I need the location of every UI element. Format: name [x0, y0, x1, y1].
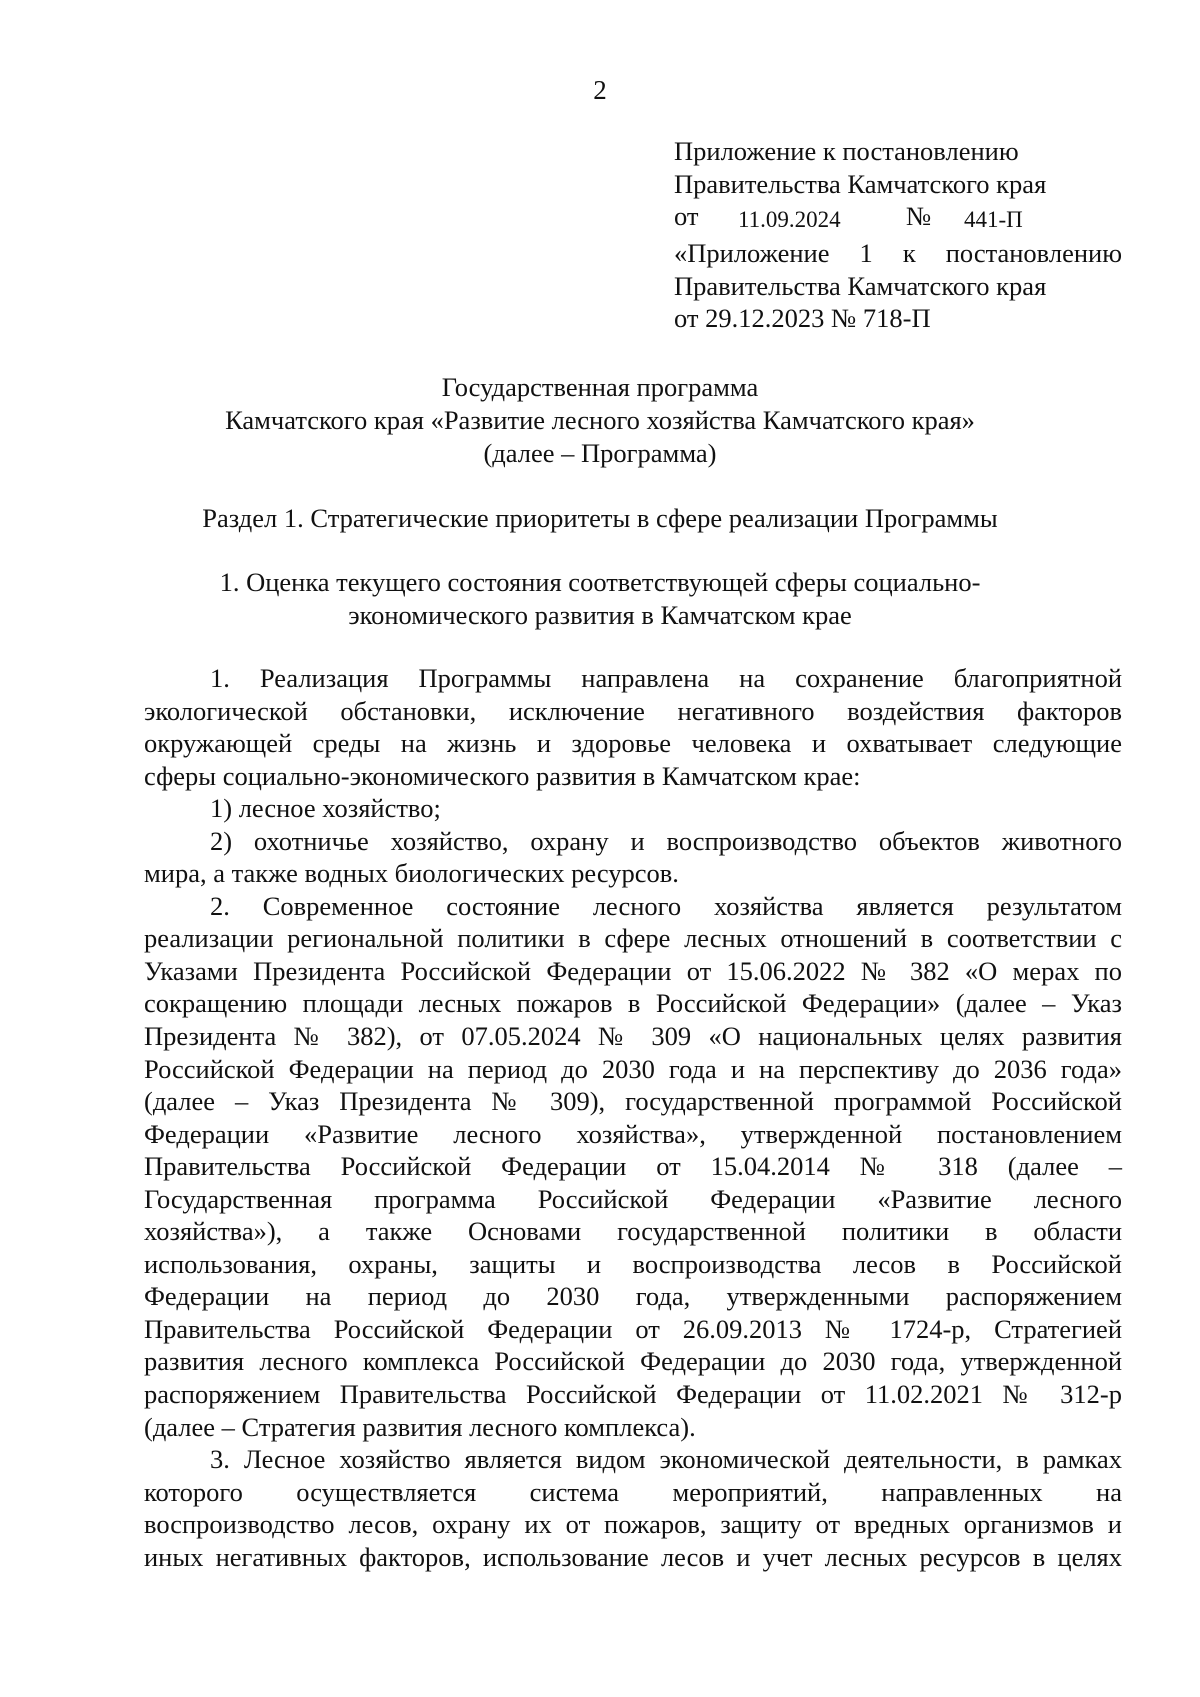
- body-line: развития лесного комплекса Российской Федерации до 2030 года, утвержденной: [144, 1346, 1122, 1377]
- body-line: распоряжением Правительства Российской Федерации от 11.02.2021 № 312-р: [144, 1379, 1122, 1410]
- body-line: мира, а также водных биологических ресурсов.: [144, 858, 679, 889]
- page-number: 2: [593, 75, 607, 105]
- program-title-line1: Государственная программа: [441, 372, 759, 402]
- body-line: Федерации на период до 2030 года, утвержденными распоряжением: [144, 1281, 1122, 1312]
- registration-ot: от: [674, 201, 699, 231]
- program-title-line3: (далее – Программа): [483, 438, 717, 468]
- body-line: 2) охотничье хозяйство, охрану и воспроизводство объектов животного: [210, 825, 1122, 856]
- body-line: (далее – Указ Президента № 309), государственной программой Российской: [144, 1086, 1122, 1117]
- body-line: сферы социально-экономического развития в Камчатском крае:: [144, 760, 861, 791]
- section-title-text: Раздел 1. Стратегические приоритеты в сфере реализации Программы: [202, 503, 998, 533]
- appendix-current-line2: Правительства Камчатского края: [674, 168, 1047, 199]
- subsection-title-line2: экономического развития в Камчатском крае: [348, 600, 852, 630]
- body-line: иных негативных факторов, использование лесов и учет лесных ресурсов в целях: [144, 1541, 1122, 1572]
- body-line: реализации региональной политики в сфере лесных отношений в соответствии с: [144, 923, 1122, 954]
- body-line: использования, охраны, защиты и воспроизводства лесов в Российской: [144, 1248, 1122, 1279]
- body-text: [144, 662, 1122, 1573]
- body-line: Государственная программа Российской Федерации «Развитие лесного: [144, 1183, 1122, 1214]
- body-line: Президента № 382), от 07.05.2024 № 309 «О национальных целях развития: [144, 1021, 1122, 1052]
- body-line: 1. Реализация Программы направлена на сохранение благоприятной: [210, 663, 1122, 693]
- body-line: 1) лесное хозяйство;: [210, 793, 441, 824]
- appendix-current-header: [674, 135, 1122, 234]
- program-title-line2: Камчатского края «Развитие лесного хозяйства Камчатского края»: [225, 405, 975, 435]
- body-line: сокращению площади лесных пожаров в Российской Федерации» (далее – Указ: [144, 988, 1122, 1019]
- body-line: Российской Федерации на период до 2030 года и на перспективу до 2036 года»: [144, 1053, 1122, 1084]
- registration-line: [674, 200, 1122, 234]
- body-line: Правительства Российской Федерации от 15.04.2014 № 318 (далее –: [144, 1151, 1122, 1182]
- body-line: Федерации «Развитие лесного хозяйства», утвержденной постановлением: [144, 1118, 1122, 1149]
- appendix-previous-line3: от 29.12.2023 № 718-П: [674, 303, 931, 333]
- subsection-title-line1: 1. Оценка текущего состояния соответствующей сферы социально-: [219, 567, 981, 597]
- registration-date: 11.09.2024: [738, 207, 841, 232]
- appendix-previous-header: [674, 237, 1122, 335]
- body-line: экологической обстановки, исключение негативного воздействия факторов: [144, 695, 1122, 726]
- body-line: (далее – Стратегия развития лесного комплекса).: [144, 1411, 696, 1442]
- appendix-previous-line1: «Приложение 1 к постановлению: [674, 238, 1122, 268]
- body-line: хозяйства»), а также Основами государственной политики в области: [144, 1216, 1122, 1247]
- body-line: которого осуществляется система мероприятий, направленных на: [144, 1476, 1122, 1507]
- body-line: 3. Лесное хозяйство является видом экономической деятельности, в рамках: [210, 1444, 1122, 1475]
- registration-number-sign: №: [906, 201, 932, 231]
- program-title: [140, 371, 1060, 470]
- appendix-current-line1: Приложение к постановлению: [674, 136, 1019, 166]
- subsection-title: [140, 566, 1060, 632]
- body-line: окружающей среды на жизнь и здоровье человека и охватывает следующие: [144, 728, 1122, 759]
- section-title: [140, 502, 1060, 535]
- appendix-previous-line2: Правительства Камчатского края: [674, 270, 1047, 301]
- registration-number: 441-П: [964, 207, 1023, 232]
- body-line: воспроизводство лесов, охрану их от пожаров, защиту от вредных организмов и: [144, 1509, 1122, 1540]
- body-line: Указами Президента Российской Федерации от 15.06.2022 № 382 «О мерах по: [144, 955, 1122, 986]
- body-line: Правительства Российской Федерации от 26.09.2013 № 1724-р, Стратегией: [144, 1313, 1122, 1344]
- body-line: 2. Современное состояние лесного хозяйства является результатом: [210, 890, 1122, 921]
